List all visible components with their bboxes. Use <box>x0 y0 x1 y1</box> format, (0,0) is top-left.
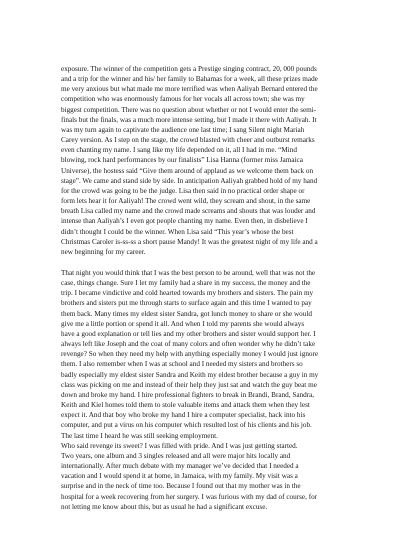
paragraph-1 <box>61 64 357 257</box>
paragraph-text: Two years, one album and 3 singles released and all were major hits locally and internationally. After much debate with my manager we’ve decided that I needed a vacation and I would spend it at home, in Jamaica, with my family. My visit was a surprise and in the neck of time too. Because I found out that my mother was in the hospital for a week recovering from her surgery. I was furious with my dad of course, for not letting me know about this, but as usual he had a significant excuse. <box>61 452 318 511</box>
paragraph-text: That night you would think that I was the best person to be around, well that was not the case, things change. Sure I let my family had a share in my success, the money and the trip. I became vindictive and cold hearted towards my brothers and sisters. The pain my brothers and sisters put me through starts to surface again and this time I wanted to pay them back. Many times my eldest sister Sandra, got lunch money to share or she would give me a little portion or spend it all. And when I told my parents she would always have a good explanation or tell lies and my other brothers and sister would support her. I always left like Joseph and the coat of many colors and often wonder why he didn’t take revenge? So when they need my help with anything especially money I would just ignore them. I also remember when I was at school and I needed my sisters and brothers so badly especially my eldest sister Sandra and Keith my eldest brother because a guy in my class was picking on me and instead of their help they just sat and watch the guy beat me down and broke my hand. I hire professional fighters to break in Brandi, Brand, Sandra, Keith and Kiel homes told them to stole valuable items and attack them when they lest expect it. And that boy who broke my hand I hire a computer specialist, hack into his computer, and put a virus on his computer which resulted lost of his clients and his job. The last time I heard he was still seeking employment. Who said revenge its sweet? I was filled with pride. And I was just getting started. <box>61 269 319 450</box>
paragraph-3 <box>61 451 357 512</box>
paragraph-text: exposure. The winner of the competition gets a Prestige singing contract, 20, 000 pounds and a trip for the winner and his/ her family to Bahamas for a week, all these prizes made me very anxious but what made me more terrified was when Aaliyah Bernard entered the competition who was enormously famous for her vocals all across town; she was my biggest competition. There was no question about whether or not I would enter the semi- finals but the finals, was a much more intense setting, but I made it there with Aaliyah. It was my turn again to captivate the audience one last time; I sang Silent night Mariah Carey version. As I step on the stage, the crowd blasted with cheer and outburst remarks even chanting my name. I sang like my life depended on it, all I had in me. “Mind blowing, rock hard performances by our finalists” Lisa Hanna (former miss Jamaica Universe), the hostess said “Give them around of applaud as we welcome them back on stage”. We came and stand side by side. In anticipation Aaliyah grabbed hold of my hand for the crowd was going to be the judge. Lisa then said in no practical order shape or form lets hear it for Aaliyah! The crowd went wild, they scream and shout, in the same breath Lisa called my name and the crowd made screams and shouts that was louder and intense than Aaliyah’s I even got people chanting my name. Even then, in disbelieve I didn’t thought I could be the winner. When Lisa said “This year’s whose the best Christmas Caroler is-ss-ss a short pause Mandy! It was the greatest night of my life and a new beginning for my career. <box>61 65 318 256</box>
paragraph-2 <box>61 268 357 451</box>
